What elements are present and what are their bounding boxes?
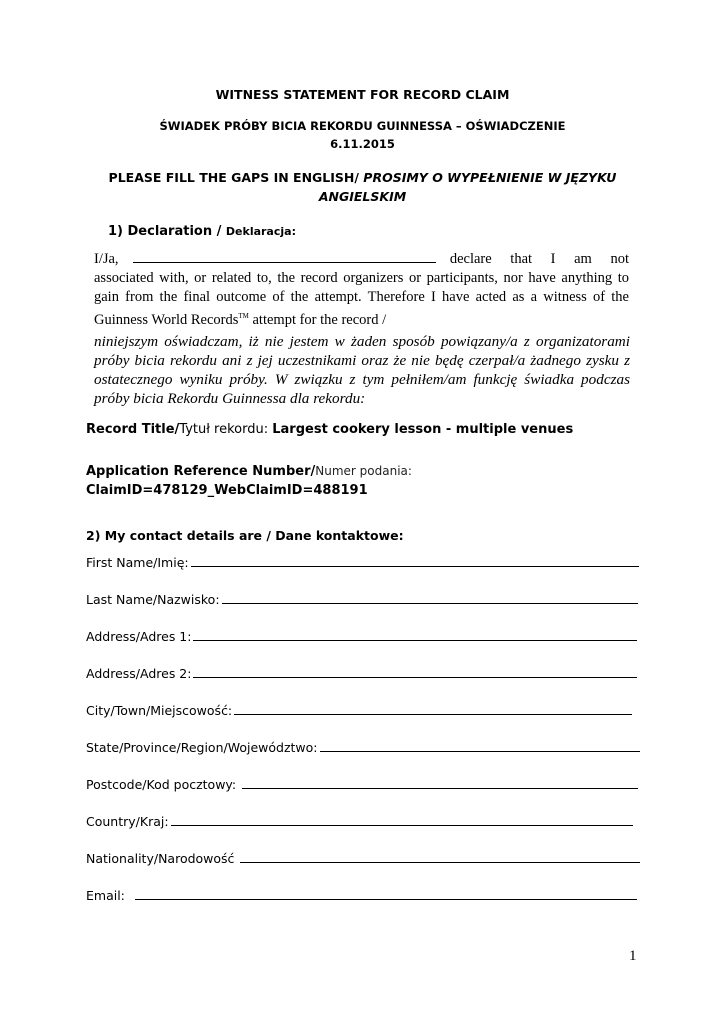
field-label: First Name/Imię: [86,555,189,570]
email-blank[interactable] [135,887,637,900]
witness-name-blank[interactable] [133,248,436,263]
field-label: Postcode/Kod pocztowy: [86,777,241,792]
field-country [86,813,633,829]
record-title-label-en: Record Title/ [86,422,180,437]
record-title-value: Largest cookery lesson - multiple venues [272,422,574,437]
field-state [86,739,640,755]
application-ref-row [86,464,412,479]
fill-instruction [0,168,725,206]
field-nationality [86,850,640,866]
document-date: 6.11.2015 [330,137,395,151]
declaration-end: declare that I am not [449,251,629,267]
first-name-blank[interactable] [191,554,639,567]
field-label: Last Name/Nazwisko: [86,592,220,607]
field-label: Nationality/Narodowość [86,851,239,866]
record-title-label-pl: Tytuł rekordu: [179,422,273,437]
field-label: City/Town/Miejscowość: [86,703,233,718]
field-address-1 [86,628,637,644]
field-first-name [86,554,639,570]
section-declaration-heading [108,224,296,239]
country-blank[interactable] [171,813,633,826]
last-name-blank[interactable] [222,591,638,604]
field-city [86,702,632,718]
postcode-blank[interactable] [242,776,638,789]
application-ref-label-en: Application Reference Number/ [86,464,316,479]
instruction-pl: PROSIMY O WYPEŁNIENIE W JĘZYKU ANGIELSKIM [318,170,617,204]
record-title-row [86,422,573,437]
declaration-heading-en: 1) Declaration / [108,224,226,239]
document-subtitle: ŚWIADEK PRÓBY BICIA REKORDU GUINNESSA – OŚWIADCZENIE [159,119,566,133]
declaration-polish: niniejszym oświadczam, iż nie jestem w żaden sposób powiązany/a z organizatorami próby bicia rekordu ani z jej uczestnikami oraz że nie będę czerpał/a żadnego zysku z ostatecznego wyniku próby. W związku z tym pełniłem/am funkcję świadka podczas próby bicia Rekordu Guinnessa dla rekordu: [94,333,630,407]
field-postcode [86,776,638,792]
field-label: Country/Kraj: [86,814,169,829]
field-email [86,887,637,903]
address-2-blank[interactable] [193,665,637,678]
declaration-tail: attempt for the record / [248,311,387,328]
address-1-blank[interactable] [193,628,637,641]
field-label: State/Province/Region/Województwo: [86,740,318,755]
page-number: 1 [629,948,637,964]
declaration-heading-pl: Deklaracja: [225,225,296,238]
document-title: WITNESS STATEMENT FOR RECORD CLAIM [215,87,510,102]
field-label: Address/Adres 1: [86,629,192,644]
application-ref-label-pl: Numer podania: [315,464,412,478]
declaration-english [94,248,629,330]
instruction-en: PLEASE FILL THE GAPS IN ENGLISH/ [108,170,359,185]
section-contact-heading: 2) My contact details are / Dane kontaktowe: [86,528,404,543]
field-label: Address/Adres 2: [86,666,192,681]
declaration-rest: associated with, or related to, the record organizers or participants, nor have anything to gain from the final outcome of the attempt. Therefore I have acted as a witness of the Guinness World Records [94,270,629,328]
trademark-mark: TM [238,312,249,320]
city-blank[interactable] [234,702,632,715]
field-label: Email: [86,888,133,903]
state-blank[interactable] [320,739,640,752]
application-ref-value: ClaimID=478129_WebClaimID=488191 [86,483,368,498]
field-address-2 [86,665,637,681]
nationality-blank[interactable] [240,850,640,863]
declaration-start: I/Ja, [94,251,119,267]
field-last-name [86,591,638,607]
